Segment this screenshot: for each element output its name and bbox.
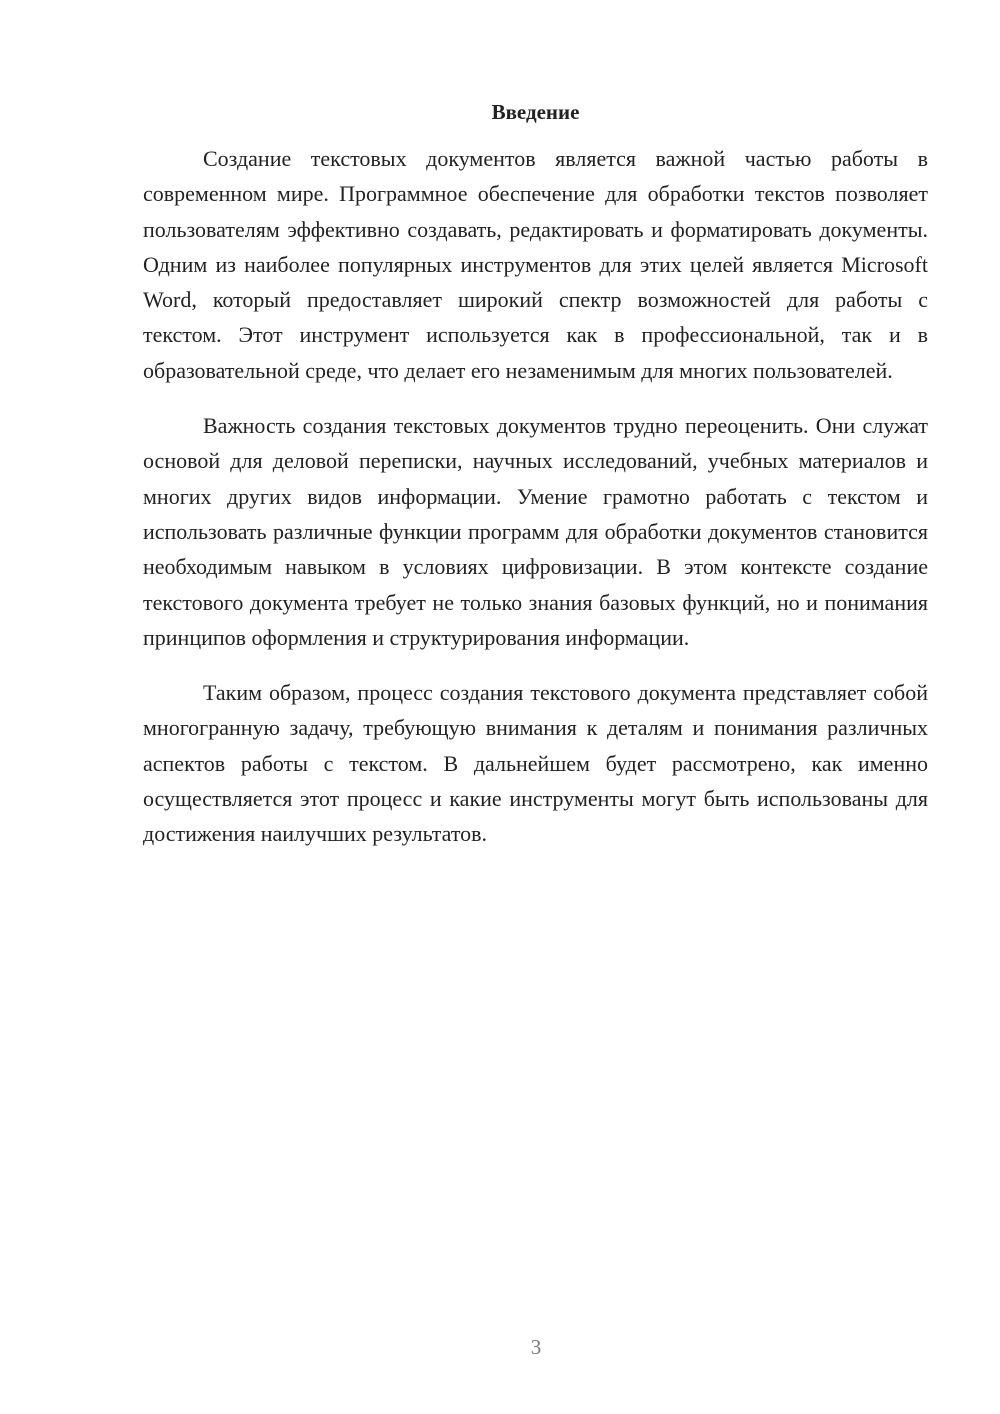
page-number: 3 — [530, 1335, 542, 1359]
paragraph-3: Таким образом, процесс создания текстового документа представляет собой многогранную задачу, требующую внимания к деталям и понимания различных аспектов работы с текстом. В дальнейшем будет рассмотрено, как именно осуществляется этот процесс и какие инструменты могут быть использованы для достижения наилучших результатов. — [143, 680, 928, 847]
paragraph-1: Создание текстовых документов является важной частью работы в современном мире. Программное обеспечение для обработки текстов позволяет пользователям эффективно создавать, редактировать и форматировать документы. Одним из наиболее популярных инструментов для этих целей является Microsoft Word, который предоставляет широкий спектр возможностей для работы с текстом. Этот инструмент используется как в профессиональной, так и в образовательной среде, что делает его незаменимым для многих пользователей. — [143, 146, 928, 383]
page-content — [143, 97, 928, 872]
section-title: Введение — [491, 100, 580, 124]
paragraph-2: Важность создания текстовых документов трудно переоценить. Они служат основой для деловой переписки, научных исследований, учебных материалов и многих других видов информации. Умение грамотно работать с текстом и использовать различные функции программ для обработки документов становится необходимым навыком в условиях цифровизации. В этом контексте создание текстового документа требует не только знания базовых функций, но и понимания принципов оформления и структурирования информации. — [143, 413, 928, 650]
